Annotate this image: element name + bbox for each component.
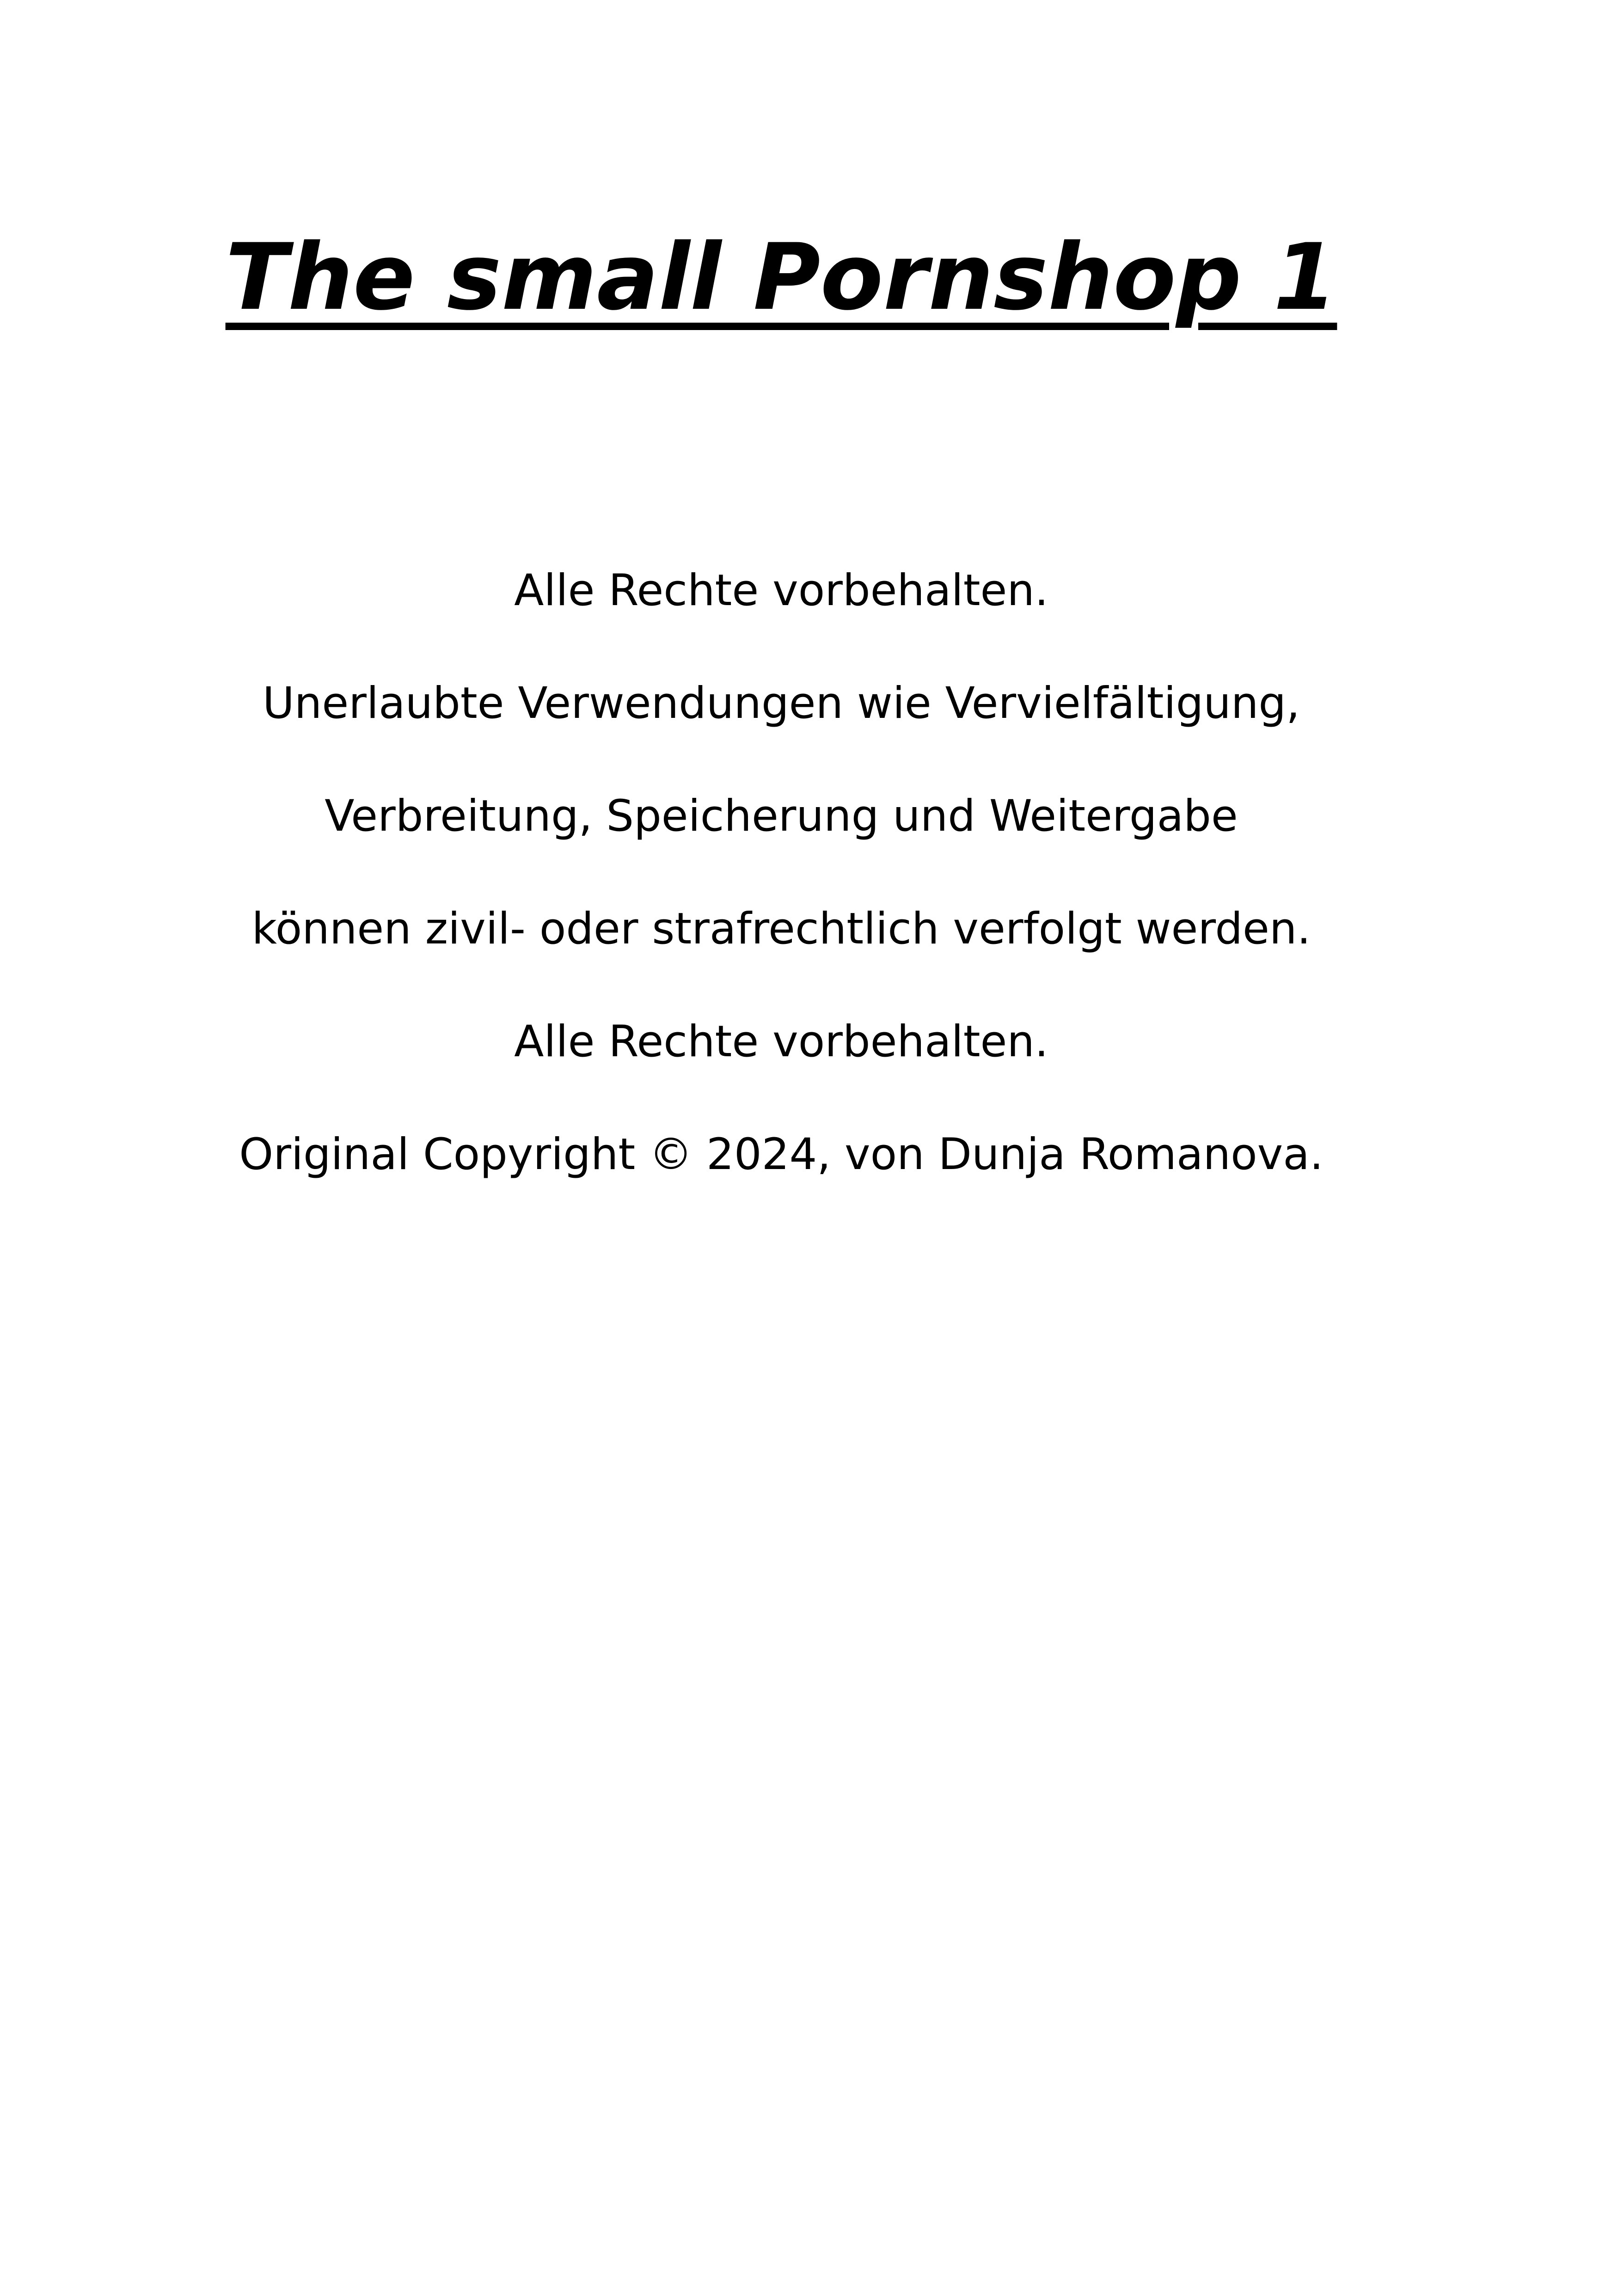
notice-line: können zivil- oder strafrechtlich verfolgt werden. — [251, 904, 1311, 954]
notice-line: Unerlaubte Verwendungen wie Vervielfältigung, — [263, 678, 1300, 729]
copyright-notice — [0, 563, 1563, 1240]
document-title-text: The small Pornshop 1 — [225, 224, 1337, 331]
copyright-line: Original Copyright © 2024, von Dunja Romanova. — [239, 1129, 1324, 1180]
notice-line: Alle Rechte vorbehalten. — [514, 1016, 1048, 1067]
notice-line: Alle Rechte vorbehalten. — [514, 565, 1048, 616]
document-title — [0, 217, 1563, 337]
notice-line: Verbreitung, Speicherung und Weitergabe — [325, 791, 1238, 841]
